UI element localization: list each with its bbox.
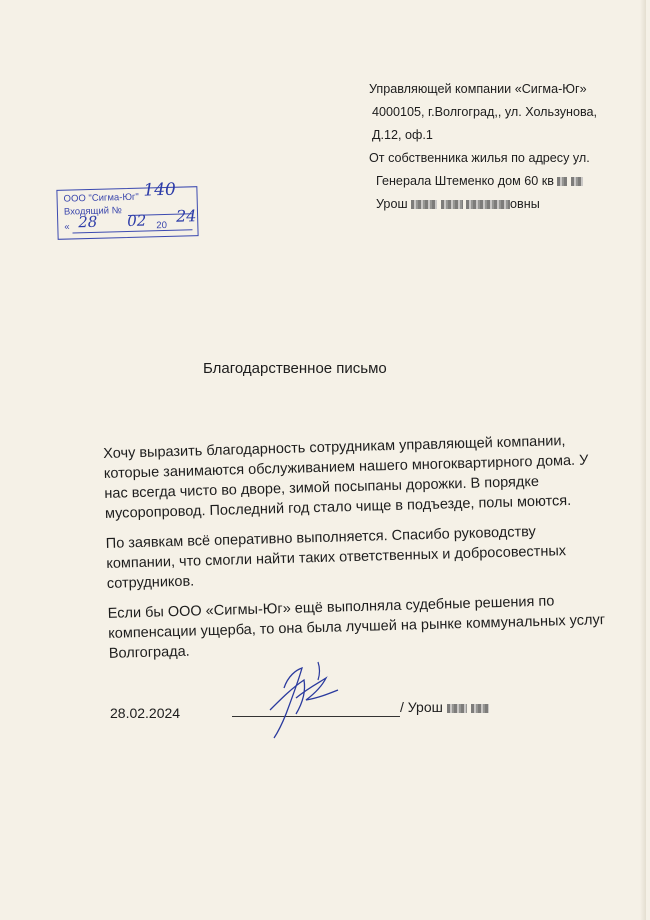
signer-name (400, 699, 489, 715)
letter-title: Благодарственное письмо (203, 360, 387, 377)
redacted-signer-2 (471, 704, 489, 713)
recipient-line-2: 4000105, г.Волгоград,, ул. Хользунова, (372, 105, 598, 119)
stamp-year: 24 (175, 206, 197, 226)
stamp-number: 140 (143, 179, 177, 201)
stamp-month: 02 (126, 211, 147, 231)
recipient-block (369, 78, 629, 216)
stamp-quote: « (64, 221, 70, 233)
sender-line-3 (369, 193, 629, 216)
redacted-apartment (557, 177, 567, 186)
paragraph-1: Хочу выразить благодарность сотрудникам управляющей компании, которые занимаются обслуживанием нашего многоквартирного дома. У нас всегда чисто во дворе, зимой посыпаны дорожки. В порядке мусоропровод. Последний год стало чище в подъезде, полы моются. (103, 433, 589, 522)
sender-address: Генерала Штеменко дом 60 кв (376, 174, 554, 188)
letter-date: 28.02.2024 (110, 705, 181, 721)
sender-name-start: Урош (376, 197, 408, 211)
redacted-name-1 (411, 200, 437, 209)
page-edge (640, 0, 646, 920)
paragraph-3: Если бы ООО «Сигмы-Юг» ещё выполняла судебные решения по компенсации ущерба, то она была лучшей на рынке коммунальных услуг Волгограда. (107, 593, 606, 662)
stamp-incoming-label: Входящий № (63, 205, 122, 218)
redacted-apartment-2 (571, 177, 583, 186)
redacted-name-2 (441, 200, 463, 209)
sender-line-1: От собственника жилья по адресу ул. (369, 151, 590, 165)
sender-line-2 (369, 170, 629, 193)
handwritten-signature (262, 658, 352, 742)
stamp-year-prefix: 20 (156, 219, 168, 232)
recipient-line-1: Управляющей компании «Сигма-Юг» (369, 82, 587, 96)
stamp-day: 28 (77, 212, 98, 232)
recipient-line-3: Д.12, оф.1 (372, 128, 433, 142)
letter-body (103, 430, 609, 674)
sender-name-end: овны (510, 197, 540, 211)
incoming-stamp (56, 179, 198, 240)
stamp-org: ООО "Сигма-Юг" (63, 191, 139, 205)
redacted-signer-1 (447, 704, 467, 713)
paragraph-2: По заявкам всё оперативно выполняется. Спасибо руководству компании, что смогли найти таких ответственных и добросовестных сотрудников. (105, 523, 567, 592)
signer-name-text: / Урош (400, 699, 443, 715)
redacted-name-3 (466, 200, 510, 209)
